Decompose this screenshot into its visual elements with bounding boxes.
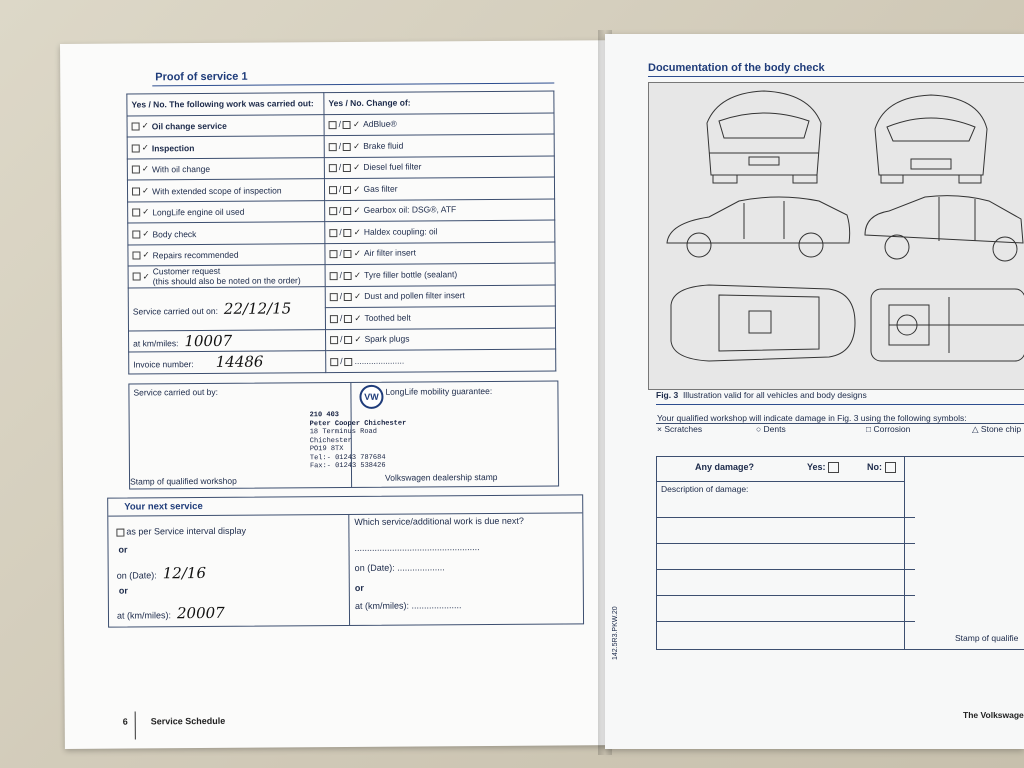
right-item-5[interactable]: / ✓ Haldex coupling: oil	[325, 220, 555, 243]
next-date-field[interactable]: on (Date): 12/16	[116, 563, 207, 583]
description-label: Description of damage:	[661, 484, 749, 494]
fig-caption: Fig. 3 Illustration valid for all vehicles and body designs	[656, 390, 867, 400]
table-row	[127, 134, 554, 158]
km-value: 10007	[184, 331, 233, 350]
no-checkbox[interactable]	[344, 207, 352, 215]
car-rear-view	[707, 91, 821, 183]
carried-by-label: Service carried out by:	[133, 386, 219, 398]
dealer-stamp	[310, 411, 407, 471]
left-item-7[interactable]: ✓Customer request (this should also be noted on the order)	[128, 265, 325, 288]
check-mark-icon: ✓	[354, 292, 362, 303]
yes-checkbox[interactable]	[330, 315, 338, 323]
left-item-4[interactable]: ✓ LongLife engine oil used	[128, 200, 325, 223]
damage-symbol-icon: □	[866, 424, 872, 434]
damage-symbol-icon: ×	[657, 424, 662, 434]
stamp-line: PO19 8TX	[309, 445, 344, 454]
damage-box	[656, 456, 1024, 650]
car-underbody-view	[871, 289, 1024, 361]
interval-option[interactable]: as per Service interval display	[116, 526, 246, 537]
invoice-field[interactable]: Invoice number: 14486	[129, 351, 326, 374]
yes-checkbox[interactable]	[329, 250, 337, 258]
yes-no-checkbox[interactable]	[132, 230, 140, 238]
left-item-5[interactable]: ✓ Body check	[128, 222, 325, 245]
check-mark-icon: ✓	[352, 120, 361, 131]
symbol-1: ○ Dents	[756, 424, 786, 434]
right-item-2[interactable]: / ✓ Diesel fuel filter	[324, 156, 554, 179]
next-km-value: 20007	[176, 603, 225, 623]
doc-code: 142.5R3.PKW.20	[612, 606, 619, 660]
check-mark-icon: ✓	[353, 270, 362, 281]
check-mark-icon: ✓	[353, 163, 361, 174]
damage-symbol-icon: ○	[756, 424, 762, 434]
right-item-0[interactable]: / ✓ AdBlue®	[324, 113, 554, 136]
check-mark-icon: ✓	[353, 249, 362, 260]
stamp-line: 210 403	[309, 411, 340, 420]
right-footer: The Volkswage	[963, 710, 1024, 720]
check-mark-icon: ✓	[354, 313, 362, 324]
check-mark-icon: ✓	[141, 164, 150, 175]
no-checkbox[interactable]	[343, 142, 351, 150]
interval-checkbox[interactable]	[116, 528, 124, 536]
no-checkbox[interactable]	[343, 121, 351, 129]
longlife-label: LongLife mobility guarantee:	[385, 385, 493, 397]
right-item-1[interactable]: / ✓ Brake fluid	[324, 134, 554, 157]
yes-option[interactable]: Yes:	[807, 462, 841, 473]
damage-symbol-icon: △	[972, 424, 979, 434]
service-date-value: 22/12/15	[223, 298, 292, 318]
no-checkbox[interactable]	[344, 228, 352, 236]
right-item-7[interactable]: / ✓ Tyre filler bottle (sealant)	[325, 263, 555, 286]
yes-checkbox[interactable]	[828, 462, 839, 473]
check-mark-icon: ✓	[142, 250, 150, 261]
check-mark-icon: ✓	[141, 143, 149, 154]
check-mark-icon: ✓	[141, 186, 150, 197]
next-work-dots[interactable]: ..................................................	[354, 542, 480, 553]
stamp-area	[128, 381, 559, 490]
instruction-rule	[656, 423, 1024, 424]
any-damage-label: Any damage?	[695, 462, 755, 472]
table-row	[128, 242, 555, 266]
yes-checkbox[interactable]	[330, 358, 338, 366]
next-date-value: 12/16	[162, 563, 207, 583]
left-item-2[interactable]: ✓ With oil change	[127, 157, 324, 180]
table-row	[127, 113, 554, 137]
no-checkbox[interactable]	[344, 293, 352, 301]
yes-no-checkbox[interactable]	[132, 165, 140, 173]
stamp-line: Chichester	[309, 436, 352, 445]
caption-rule	[656, 404, 1024, 405]
symbol-2: □ Corrosion	[866, 424, 911, 434]
check-mark-icon: ✓	[353, 227, 361, 238]
next-service-box	[107, 494, 584, 627]
invoice-value: 14486	[215, 352, 264, 372]
or-2: or	[118, 585, 128, 596]
body-check-rule	[648, 76, 1024, 77]
yes-no-checkbox[interactable]	[132, 187, 140, 195]
no-checkbox[interactable]	[344, 314, 352, 322]
check-mark-icon: ✓	[141, 121, 149, 132]
no-checkbox[interactable]	[343, 185, 351, 193]
yes-checkbox[interactable]	[329, 207, 337, 215]
yes-no-checkbox[interactable]	[132, 122, 140, 130]
no-checkbox[interactable]	[344, 336, 352, 344]
check-mark-icon: ✓	[353, 184, 361, 195]
right-date-field[interactable]: on (Date): ...................	[354, 562, 445, 573]
or-1: or	[118, 544, 128, 555]
yes-no-checkbox[interactable]	[132, 208, 140, 216]
no-option[interactable]: No:	[867, 462, 898, 473]
table-row	[128, 285, 555, 309]
footer-title: Service Schedule	[150, 715, 226, 727]
right-item-8[interactable]: / ✓ Dust and pollen filter insert	[325, 285, 555, 308]
stamp-left-label: Stamp of qualified workshop	[130, 475, 237, 487]
check-mark-icon: ✓	[142, 271, 150, 282]
left-page	[60, 40, 610, 749]
table-row	[128, 263, 555, 287]
left-item-6[interactable]: ✓ Repairs recommended	[128, 243, 325, 266]
no-checkbox[interactable]	[885, 462, 896, 473]
table-row	[129, 328, 556, 352]
service-date-field[interactable]: Service carried out on: 22/12/15	[128, 286, 325, 330]
footer-divider	[135, 711, 136, 739]
service-table	[126, 91, 556, 374]
stamp-line: Peter Cooper Chichester	[309, 419, 407, 428]
no-checkbox[interactable]	[344, 250, 352, 258]
table-row	[128, 220, 555, 244]
body-check-title: Documentation of the body check	[648, 62, 825, 74]
symbol-3: △ Stone chip	[972, 424, 1022, 434]
table-row	[127, 156, 554, 180]
yes-checkbox[interactable]	[329, 121, 337, 129]
yes-checkbox[interactable]	[330, 336, 338, 344]
stamp-line: Fax:- 01243 538426	[309, 461, 386, 471]
yes-no-checkbox[interactable]	[132, 251, 140, 259]
check-mark-icon: ✓	[353, 141, 361, 152]
right-item-10[interactable]: / ✓ Spark plugs	[325, 328, 555, 351]
no-checkbox[interactable]	[343, 164, 351, 172]
stamp-qualified-label: Stamp of qualifie	[955, 633, 1019, 643]
col-left-header: Yes / No. The following work was carried out:	[127, 93, 324, 116]
symbol-0: × Scratches	[657, 424, 703, 434]
next-km-field[interactable]: at (km/miles): 20007	[116, 603, 225, 623]
stamp-line: Tel:- 01243 787684	[309, 453, 386, 462]
right-or: or	[354, 582, 364, 593]
next-service-title: Your next service	[124, 501, 203, 513]
page-number: 6	[122, 716, 128, 727]
car-top-view	[671, 285, 855, 361]
car-side-view-left	[667, 197, 850, 257]
car-diagram	[649, 83, 1024, 389]
stamp-line: 18 Terminus Road	[309, 427, 377, 437]
car-front-view	[875, 95, 987, 183]
table-row	[128, 199, 555, 223]
car-side-view-right	[865, 196, 1023, 261]
col-right-header: Yes / No. Change of:	[324, 91, 554, 114]
stamp-right-label: Volkswagen dealership stamp	[385, 471, 498, 483]
table-row	[129, 349, 556, 373]
check-mark-icon: ✓	[354, 335, 362, 346]
yes-checkbox[interactable]	[329, 229, 337, 237]
right-km-field[interactable]: at (km/miles): ....................	[354, 600, 462, 611]
yes-no-checkbox[interactable]	[133, 273, 141, 281]
yes-checkbox[interactable]	[329, 186, 337, 194]
table-row	[127, 177, 554, 201]
next-work-question: Which service/additional work is due next?	[354, 515, 524, 527]
yes-checkbox[interactable]	[330, 293, 338, 301]
right-item-6[interactable]: / ✓ Air filter insert	[325, 242, 555, 265]
proof-of-service-title: Proof of service 1	[155, 70, 248, 84]
no-checkbox[interactable]	[344, 271, 352, 279]
check-mark-icon: ✓	[142, 229, 150, 240]
yes-checkbox[interactable]	[330, 272, 338, 280]
km-field[interactable]: at km/miles: 10007	[129, 329, 326, 352]
check-mark-icon: ✓	[353, 206, 361, 217]
right-item-9[interactable]: / ✓ Toothed belt	[325, 306, 555, 329]
yes-checkbox[interactable]	[329, 164, 337, 172]
right-item-3[interactable]: / ✓ Gas filter	[324, 177, 554, 200]
title-rule	[152, 83, 554, 87]
left-item-1[interactable]: ✓ Inspection	[127, 136, 324, 159]
car-illustration-panel	[648, 82, 1024, 390]
left-item-0[interactable]: ✓ Oil change service	[127, 114, 324, 137]
right-item-4[interactable]: / ✓ Gearbox oil: DSG®, ATF	[325, 199, 555, 222]
yes-checkbox[interactable]	[329, 143, 337, 151]
yes-no-checkbox[interactable]	[132, 144, 140, 152]
right-item-11[interactable]: / .....................	[326, 349, 556, 372]
vw-logo: VW	[359, 385, 383, 409]
damage-instruction: Your qualified workshop will indicate damage in Fig. 3 using the following symbols:	[657, 413, 967, 423]
no-checkbox[interactable]	[345, 358, 353, 366]
left-item-3[interactable]: ✓ With extended scope of inspection	[127, 179, 324, 202]
check-mark-icon: ✓	[142, 207, 150, 218]
